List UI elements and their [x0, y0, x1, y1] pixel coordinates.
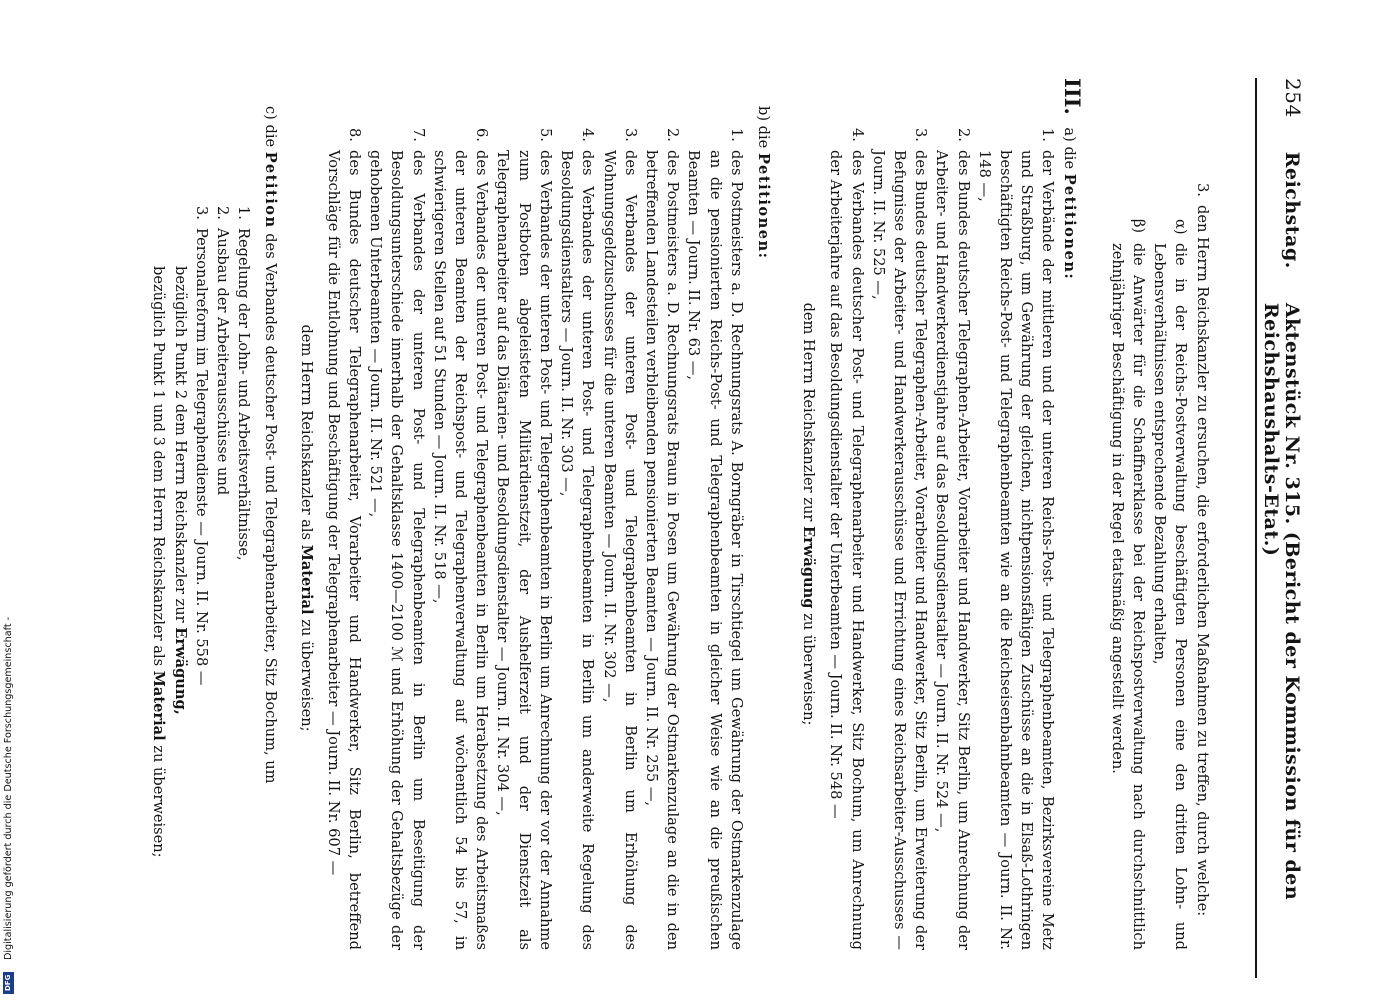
section-a-list: [825, 78, 1058, 950]
section-a-closing: [798, 78, 819, 950]
list-item: [233, 206, 254, 950]
section-b-list: [323, 106, 747, 950]
list-item: [191, 206, 212, 950]
list-item-text: des Bundes deutscher Telegraphenarbeiter, Vorarbeiter und Handwerker, Sitz Berlin, betreffend Vorschläge für die Entlohnung und Beschäftigung der Telegraphenarbeiter — Journ. II. Nr. 607 —: [324, 150, 364, 950]
list-item: [492, 128, 556, 950]
list-item-number: 2.: [954, 128, 972, 142]
dfg-logo: DFG: [3, 972, 14, 994]
list-item-text: des Verbandes der unteren Post- und Telegraphenbeamten in Berlin um Anrechnung der vor der Annahme zum Postboten abgeleisteten Militärdienstzeit, der Aushelferzeit und der Dienstzeit als Telegraphenarbeiter auf das Diätarien- und Besoldungsdienstalter — Journ. II. Nr. 304 —,: [494, 150, 554, 950]
list-item-number: 1.: [235, 206, 253, 220]
closing-text: bezüglich Punkt 2 dem Herrn Reichskanzler zur: [171, 266, 189, 623]
list-item-text: des Bundes deutscher Telegraphen-Arbeiter, Vorarbeiter und Handwerker, Sitz Berlin, um Anrechnung der Arbeiter- und Handwerkerdienstjahre auf das Besoldungsdienstalter — Journ. II. Nr. 524 —,: [933, 150, 972, 950]
list-item: [323, 128, 365, 950]
closing-emphasis: Material: [297, 544, 315, 615]
list-item-text: des Postmeisters a. D. Rechnungsrats A. Borngräber in Tirschtiegel um Gewährung der Ostmarkenzulage an die pensionierten Reichs-Post- und Telegraphenbeamten in gleicher Weise wie an die preußischen Beamten — Journ. II. Nr. 63 —,: [685, 150, 745, 950]
closing-emphasis: Erwägung,: [171, 627, 189, 715]
list-item-text: des Verbandes deutscher Post- und Telegraphenarbeiter und Handwerker, Sitz Bochum, um Anrechnung der Arbeiterjahre auf das Besoldungsdienstalter der Unterbeamten — Journ. II. Nr. 548 —: [827, 150, 866, 950]
section-roman: III.: [1059, 78, 1085, 115]
section-c-text: des Verbandes deutscher Post- und Telegraphenarbeiter, Sitz Bochum, um: [262, 233, 280, 784]
list-item-number: 3.: [912, 128, 930, 142]
section-a-title: Petitionen:: [1060, 173, 1078, 281]
header-rule: [1255, 78, 1257, 978]
section-3a: [798, 78, 1083, 950]
closing-emphasis: Erwägung: [800, 525, 818, 609]
section-c-list: [191, 106, 255, 950]
list-item-text: Regelung der Lohn- und Arbeitsverhältnisse,: [235, 228, 253, 561]
section-c-closing: [148, 106, 190, 950]
list-item-text: des Verbandes der unteren Post- und Telegraphenbeamten in Berlin um Beseitigung der Besoldungsunterschiede innerhalb der Gehaltsklasse 1400—2100 ℳ und Erhöhung der Gehaltsbezüge der gehobenen Unterbeamten — Journ. II. Nr. 521 —,: [367, 150, 427, 950]
list-item: [868, 128, 932, 950]
list-item: [683, 128, 747, 950]
running-head-title: Aktenstück Nr. 315. (Bericht der Kommission für den Reichshaushalts-Etat.): [1259, 302, 1303, 901]
closing-text: zu überweisen;: [800, 613, 818, 726]
list-item: [931, 128, 973, 950]
list-item-number: 4.: [848, 128, 866, 142]
list-item-number: 3.: [621, 128, 639, 142]
list-item-number: 2.: [664, 128, 682, 142]
list-item-text: Personalreform im Telegraphendienste — Journ. II. Nr. 558 —: [192, 228, 210, 686]
list-item: [365, 128, 429, 950]
alpha-label: α): [1172, 219, 1190, 235]
list-item-text: Ausbau der Arbeiterausschüsse und: [214, 228, 232, 496]
beta-label: β): [1129, 219, 1147, 234]
closing-text: dem Herrn Reichskanzler als: [297, 324, 315, 541]
list-item-number: 4.: [579, 128, 597, 142]
list-item-text: des Postmeisters a. D. Rechnungsrats Braun in Posen um Gewährung der Ostmarkenzulage an die in den betreffenden Landesteilen verbleibenden pensionierten Beamten — Journ. II. Nr. 255 —,: [642, 150, 682, 950]
closing-emphasis: Material: [150, 670, 168, 741]
page-number: 254: [1281, 78, 1305, 118]
list-item: [974, 128, 1059, 950]
list-item: [429, 128, 493, 950]
list-item: [825, 128, 867, 950]
list-item: [556, 128, 598, 950]
list-item-text: der Verbände der mittleren und der unteren Reichs-Post- und Telegraphenbeamten, Bezirksvereine Metz und Straßburg, um Gewährung der gleichen, nichtpensionsfähigen Zuschüsse an die in Elsaß-Lothringen beschäftigten Reichs-Post- und Telegraphenbeamten wie an die Reichseisenbahnbeamten — Journ. II. Nr. 148 —,: [975, 150, 1057, 950]
digitization-credit: [2, 520, 16, 995]
section-a-label: a) die: [1060, 127, 1078, 170]
list-item-number: 5.: [536, 128, 554, 142]
section-c-label: c) die: [262, 106, 280, 148]
closing-text: zu überweisen;: [150, 745, 168, 858]
list-item-number: 1.: [1039, 128, 1057, 142]
section-3c: [148, 78, 281, 950]
list-item: [641, 128, 683, 950]
running-head: [1257, 78, 1303, 950]
intro-text: den Herrn Reichskanzler zu ersuchen, die erforderlichen Maßnahmen zu treffen, durch welche:: [1193, 205, 1211, 917]
beta-text: die Anwärter für die Schaffnerklasse bei der Reichspostverwaltung nach durchschnittlich zehnjähriger Beschäftigung in der Regel etatsmäßig angestellt werden.: [1108, 243, 1147, 950]
section-b-closing: [295, 106, 316, 950]
list-item: [212, 206, 233, 950]
credit-text: Digitalisierung gefördert durch die Deutsche Forschungsgemeinschaft -: [3, 616, 14, 960]
list-item-number: 1.: [727, 128, 745, 142]
section-c-title: Petition: [262, 151, 280, 229]
section-b-label: b) die: [754, 106, 772, 149]
alpha-text: die in der Reichs-Postverwaltung beschäftigten Personen eine den dritten Lohn- und Lebensverhältnissen entsprechende Bezahlung erhalten,: [1151, 243, 1190, 950]
running-head-left: Reichstag.: [1281, 151, 1303, 269]
section-3b: [295, 78, 773, 950]
intro-paragraph: [1107, 78, 1213, 950]
list-item-number: 8.: [346, 128, 364, 142]
list-item-text: des Verbandes der unteren Post- und Telegraphenbeamten in Berlin um Herabsetzung des Arbeitsmaßes der unteren Beamten der Reichspost- und Telegraphenverwaltung auf wöchentlich 54 bis 57, in schwierigeren Stellen auf 51 Stunden — Journ. II. Nr. 518 —,: [430, 150, 491, 950]
list-item: [598, 128, 640, 950]
section-b-title: Petitionen:: [754, 152, 772, 260]
list-item-number: 7.: [409, 128, 427, 142]
closing-text: dem Herrn Reichskanzler zur: [800, 302, 818, 522]
list-item-number: 2.: [214, 206, 232, 220]
closing-text: bezüglich Punkt 1 und 3 dem Herrn Reichskanzler als: [150, 266, 168, 667]
intro-number: 3.: [1193, 183, 1211, 197]
list-item-text: des Bundes deutscher Telegraphen-Arbeiter, Vorarbeiter und Handwerker, Sitz Berlin, um Erweiterung der Befugnisse der Arbeiter- und Handwerkerausschüsse und Errichtung eines Reichsarbeiter-Ausschusses — Journ. II. Nr. 525 —,: [869, 150, 930, 950]
list-item-number: 3.: [192, 206, 210, 220]
list-item-number: 6.: [473, 128, 491, 142]
list-item-text: des Verbandes der unteren Post- und Telegraphenbeamten in Berlin um Erhöhung des Wohnungsgeldzuschusses für die unteren Beamten — Journ. II. Nr. 302 —,: [600, 150, 639, 950]
list-item-text: des Verbandes der unteren Post- und Telegraphenbeamten in Berlin um anderweite Regelung des Besoldungsdienstalters — Journ. II. Nr. 303 —,: [558, 150, 597, 950]
closing-text: zu überweisen;: [297, 619, 315, 732]
